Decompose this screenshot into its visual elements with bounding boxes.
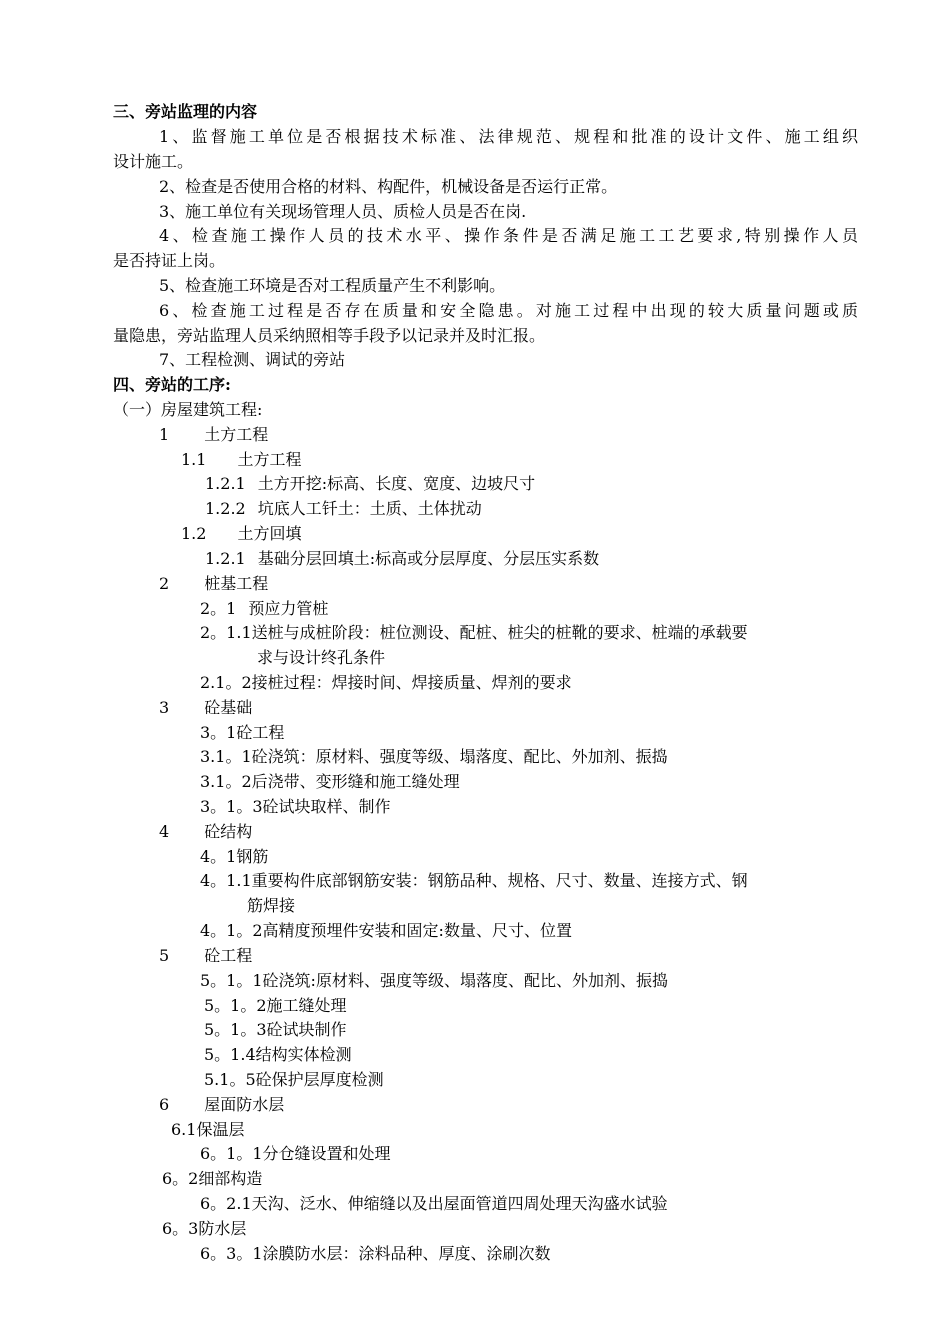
outline-text: 接桩过程：焊接时间、焊接质量、焊剂的要求 [251, 673, 572, 692]
outline-item [205, 496, 482, 521]
outline-text: 砼试块制作 [266, 1020, 347, 1039]
outline-text: 预应力管桩 [248, 599, 329, 618]
outline-item [200, 670, 572, 695]
outline-number: 5.1。5 [204, 1070, 256, 1089]
outline-item [204, 1067, 384, 1092]
outline-item [200, 620, 748, 645]
outline-item [159, 1092, 284, 1117]
outline-item [204, 993, 347, 1018]
outline-item [159, 943, 252, 968]
outline-item-continuation: 筋焊接 [247, 896, 296, 915]
section-3-item-5: 5、检查施工环境是否对工程质量产生不利影响。 [159, 276, 506, 295]
outline-text: 土方工程 [204, 425, 269, 444]
outline-number: 1.2.1 [205, 474, 246, 493]
outline-text: 重要构件底部钢筋安装：钢筋品种、规格、尺寸、数量、连接方式、钢 [251, 871, 748, 890]
outline-number: 6。3。1 [200, 1244, 263, 1263]
section-3-item-4-line-1: 4、检查施工操作人员的技术水平、操作条件是否满足施工工艺要求,特别操作人员 [159, 226, 858, 245]
outline-item [181, 521, 301, 546]
outline-item [200, 769, 460, 794]
outline-text: 防水层 [198, 1219, 247, 1238]
outline-number: 3。1。3 [200, 797, 263, 816]
outline-text: 高精度预埋件安装和固定:数量、尺寸、位置 [262, 921, 572, 940]
outline-item [200, 1141, 391, 1166]
outline-text: 涂膜防水层：涂料品种、厚度、涂刷次数 [262, 1244, 551, 1263]
outline-item [162, 1216, 246, 1241]
outline-item [205, 471, 535, 496]
outline-item [204, 1042, 352, 1067]
outline-item [159, 571, 268, 596]
outline-number: 3 [159, 698, 170, 717]
outline-number: 6 [159, 1095, 170, 1114]
outline-number: 1.1 [181, 450, 207, 469]
outline-number: 5 [159, 946, 170, 965]
outline-number: 3.1。2 [200, 772, 252, 791]
outline-number: 2。1 [200, 599, 237, 618]
outline-text: 土方工程 [237, 450, 302, 469]
outline-text: 砼基础 [204, 698, 253, 717]
outline-item [171, 1117, 244, 1142]
outline-item [204, 1017, 347, 1042]
outline-text: 结构实体检测 [255, 1045, 352, 1064]
section-3-item-6-line-2: 量隐患，旁站监理人员采纳照相等手段予以记录并及时汇报。 [113, 326, 546, 345]
outline-item [159, 422, 268, 447]
outline-item [159, 695, 252, 720]
outline-number: 6。2 [162, 1169, 199, 1188]
outline-number: 1.2 [181, 524, 207, 543]
outline-text: 桩基工程 [204, 574, 269, 593]
outline-text: 钢筋 [236, 847, 269, 866]
outline-number: 3。1 [200, 723, 237, 742]
section-3-heading: 三、旁站监理的内容 [113, 102, 258, 121]
outline-number: 5。1。2 [204, 996, 267, 1015]
outline-number: 6.1 [171, 1120, 197, 1139]
outline-text: 砼保护层厚度检测 [255, 1070, 384, 1089]
section-3-item-1-line-2: 设计施工。 [113, 152, 194, 171]
outline-number: 4。1 [200, 847, 237, 866]
outline-item [181, 447, 301, 472]
outline-text: 屋面防水层 [204, 1095, 285, 1114]
section-3-item-3: 3、施工单位有关现场管理人员、质检人员是否在岗. [159, 202, 527, 221]
outline-number: 5。1。3 [204, 1020, 267, 1039]
section-4-heading: 四、旁站的工序: [113, 375, 231, 394]
section-3-item-2: 2、检查是否使用合格的材料、构配件，机械设备是否运行正常。 [159, 177, 618, 196]
outline-item [162, 1166, 262, 1191]
outline-number: 2.1。2 [200, 673, 252, 692]
outline-item [200, 868, 748, 893]
section-4-subheading: （一）房屋建筑工程: [113, 400, 263, 419]
outline-text: 送桩与成桩阶段：桩位测设、配桩、桩尖的桩靴的要求、桩端的承载要 [251, 623, 748, 642]
section-3-item-6-line-1: 6、检查施工过程是否存在质量和安全隐患。对施工过程中出现的较大质量问题或质 [159, 301, 858, 320]
outline-number: 2。1.1 [200, 623, 252, 642]
outline-item [200, 794, 391, 819]
outline-number: 3.1。1 [200, 747, 252, 766]
outline-text: 天沟、泛水、伸缩缝以及出屋面管道四周处理天沟盛水试验 [251, 1194, 668, 1213]
outline-item [200, 1191, 668, 1216]
outline-item [200, 968, 668, 993]
section-3-item-1-line-1: 1、监督施工单位是否根据技术标准、法律规范、规程和批准的设计文件、施工组织 [159, 127, 858, 146]
outline-item [200, 596, 328, 621]
outline-item [200, 744, 668, 769]
outline-number: 4。1。2 [200, 921, 263, 940]
outline-text: 分仓缝设置和处理 [262, 1144, 391, 1163]
outline-text: 砼浇筑：原材料、强度等级、塌落度、配比、外加剂、振捣 [251, 747, 668, 766]
outline-text: 后浇带、变形缝和施工缝处理 [251, 772, 460, 791]
section-3-item-4-line-2: 是否持证上岗。 [113, 251, 226, 270]
outline-number: 6。2.1 [200, 1194, 252, 1213]
outline-number: 4。1.1 [200, 871, 252, 890]
outline-item [200, 918, 572, 943]
outline-number: 1 [159, 425, 170, 444]
outline-item [200, 720, 284, 745]
outline-text: 砼结构 [204, 822, 253, 841]
outline-number: 6。1。1 [200, 1144, 263, 1163]
outline-text: 土方开挖:标高、长度、宽度、边坡尺寸 [257, 474, 536, 493]
outline-text: 砼试块取样、制作 [262, 797, 391, 816]
outline-text: 基础分层回填土:标高或分层厚度、分层压实系数 [257, 549, 600, 568]
outline-text: 细部构造 [198, 1169, 263, 1188]
outline-number: 5。1.4 [204, 1045, 256, 1064]
outline-item [200, 844, 268, 869]
outline-number: 1.2.1 [205, 549, 246, 568]
outline-item [200, 1241, 551, 1266]
outline-text: 砼浇筑:原材料、强度等级、塌落度、配比、外加剂、振捣 [262, 971, 668, 990]
outline-number: 1.2.2 [205, 499, 246, 518]
outline-number: 2 [159, 574, 170, 593]
section-3-item-7: 7、工程检测、调试的旁站 [159, 350, 346, 369]
outline-number: 4 [159, 822, 170, 841]
outline-text: 砼工程 [236, 723, 285, 742]
outline-text: 土方回填 [237, 524, 302, 543]
outline-text: 施工缝处理 [266, 996, 347, 1015]
outline-text: 砼工程 [204, 946, 253, 965]
outline-item [159, 819, 252, 844]
outline-text: 保温层 [196, 1120, 245, 1139]
outline-number: 5。1。1 [200, 971, 263, 990]
outline-item-continuation: 求与设计终孔条件 [257, 648, 386, 667]
outline-text: 坑底人工钎土：土质、土体扰动 [257, 499, 482, 518]
outline-item [205, 546, 599, 571]
outline-number: 6。3 [162, 1219, 199, 1238]
